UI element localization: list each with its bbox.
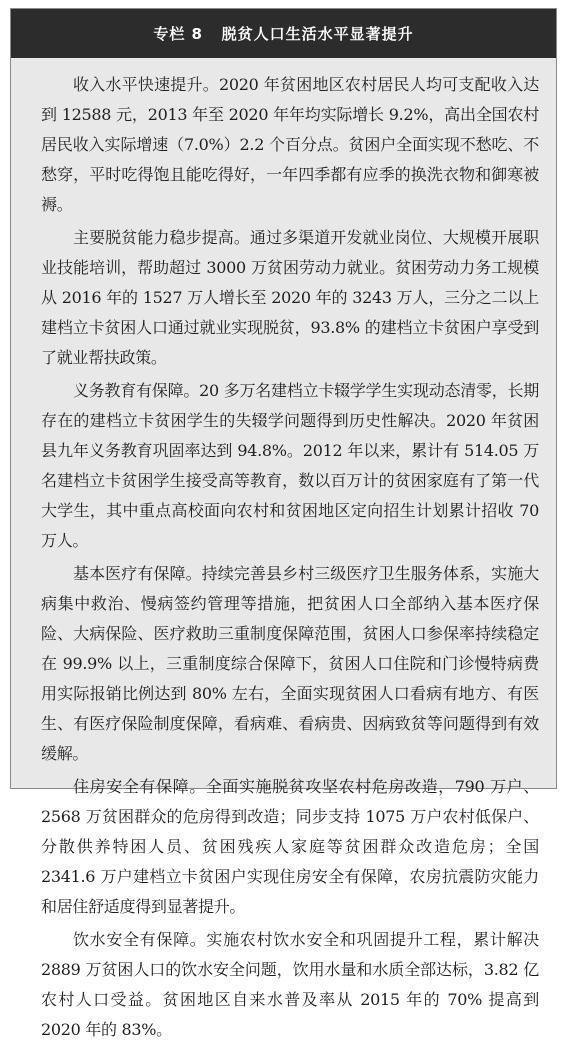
box-header (11, 9, 556, 58)
paragraph-housing: 住房安全有保障。全面实施脱贫攻坚农村危房改造，790 万户、2568 万贫困群众的危房得到改造；同步支持 1075 万户农村低保户、分散供养特困人员、贫困残疾人家庭等贫困群众改造危房；全国 2341.6 万户建档立卡贫困户实现住房安全有保障，农房抗震防灾能力和居住舒适度得到显著提升。 (41, 777, 539, 916)
paragraph-income: 收入水平快速提升。2020 年贫困地区农村居民人均可支配收入达到 12588 元，2013 年至 2020 年年均实际增长 9.2%，高出全国农村居民收入实际增速（7.0%）2.2 个百分点。贫困户全面实现不愁吃、不愁穿，平时吃得饱且能吃得好，一年四季都有应季的换洗衣物和御寒被褥。 (41, 75, 539, 214)
box-content (41, 70, 539, 1048)
feature-box (10, 8, 557, 1039)
paragraph-medical: 基本医疗有保障。持续完善县乡村三级医疗卫生服务体系，实施大病集中救治、慢病签约管理等措施，把贫困人口全部纳入基本医疗保险、大病保险、医疗救助三重制度保障范围，贫困人口参保率持续稳定在 99.9% 以上，三重制度综合保障下，贫困人口住院和门诊慢特病费用实际报销比例达到 80% 左右，全面实现贫困人口看病有地方、有医生、有医疗保险制度保障，看病难、看病贵、因病致贫等问题得到有效缓解。 (41, 564, 539, 763)
box-title: 专栏 8 脱贫人口生活水平显著提升 (153, 25, 414, 43)
paragraph-employment: 主要脱贫能力稳步提高。通过多渠道开发就业岗位、大规模开展职业技能培训，帮助超过 3000 万贫困劳动力就业。贫困劳动力务工规模从 2016 年的 1527 万人增长至 2020 年的 3243 万人，三分之二以上建档立卡贫困人口通过就业实现脱贫，93.8% 的建档立卡贫困户享受到了就业帮扶政策。 (41, 228, 539, 367)
paragraph-water: 饮水安全有保障。实施农村饮水安全和巩固提升工程，累计解决 2889 万贫困人口的饮水安全问题，饮用水量和水质全部达标，3.82 亿农村人口受益。贫困地区自来水普及率从 2015 年的 70% 提高到 2020 年的 83%。 (41, 930, 539, 1039)
paragraph-education: 义务教育有保障。20 多万名建档立卡辍学学生实现动态清零，长期存在的建档立卡贫困学生的失辍学问题得到历史性解决。2020 年贫困县九年义务教育巩固率达到 94.8%。2012 年以来，累计有 514.05 万名建档立卡贫困学生接受高等教育，数以百万计的贫困家庭有了第一代大学生，其中重点高校面向农村和贫困地区定向招生计划累计招收 70 万人。 (41, 381, 539, 550)
